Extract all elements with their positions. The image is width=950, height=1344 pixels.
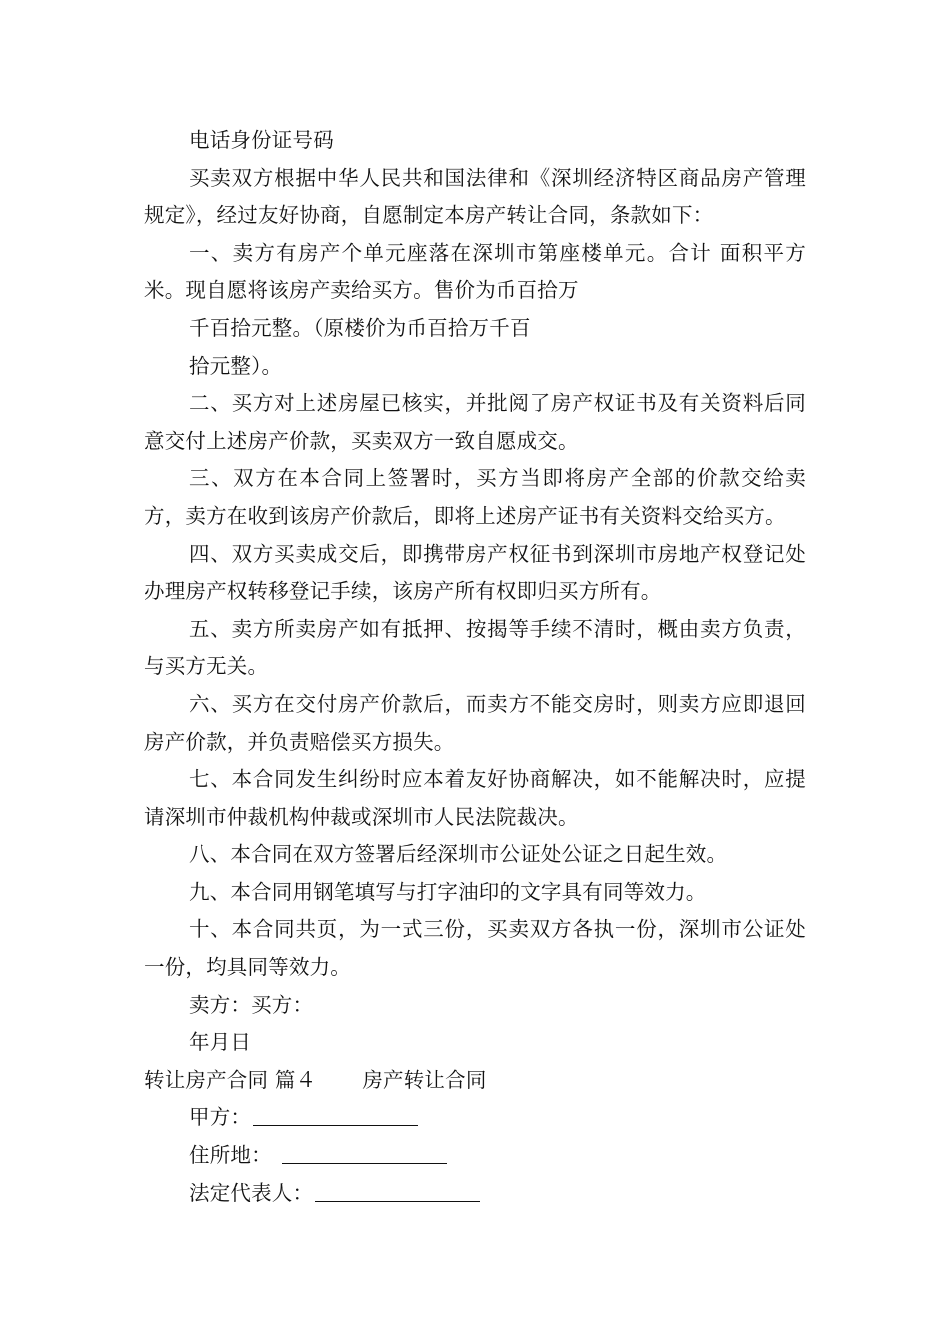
clause-1-paragraph: 一、卖方有房产个单元座落在深圳市第座楼单元。合计 面积平方米。现自愿将该房产卖给买方。售价为币百拾万	[144, 240, 806, 303]
rep-field	[144, 1175, 806, 1213]
clause-2-paragraph: 二、买方对上述房屋已核实，并批阅了房产权证书及有关资料后同意交付上述房产价款，买卖双方一致自愿成交。	[144, 391, 806, 453]
party-a-blank	[253, 1107, 418, 1126]
section-heading	[144, 1062, 806, 1100]
document-body	[144, 122, 806, 1212]
address-field	[144, 1137, 806, 1175]
clause-3-paragraph: 三、双方在本合同上签署时，买方当即将房产全部的价款交给卖方，卖方在收到该房产价款后，即将上述房产证书有关资料交给买方。	[144, 466, 806, 528]
address-blank	[282, 1145, 447, 1164]
rep-blank	[315, 1183, 480, 1202]
date-line: 年月日	[189, 1030, 252, 1055]
clause-1-end-line: 拾元整）。	[189, 353, 283, 378]
clause-4-paragraph: 四、双方买卖成交后，即携带房产权征书到深圳市房地产权登记处办理房产权转移登记手续，该房产所有权即归买方所有。	[144, 541, 806, 604]
phone-id-line: 电话身份证号码	[189, 128, 334, 152]
heading-left: 转让房产合同 篇４	[144, 1067, 317, 1092]
clause-8-paragraph: 八、本合同在双方签署后经深圳市公证处公证之日起生效。	[189, 842, 728, 867]
clause-10-paragraph: 十、本合同共页，为一式三份，买卖双方各执一份，深圳市公证处一份，均具同等效力。	[144, 917, 806, 980]
address-label: 住所地：	[189, 1143, 272, 1168]
signature-line: 卖方：买方：	[189, 992, 314, 1017]
intro-paragraph: 买卖双方根据中华人民共和国法律和《深圳经济特区商品房产管理规定》，经过友好协商，自愿制定本房产转让合同，条款如下：	[144, 165, 806, 228]
rep-label: 法定代表人：	[189, 1180, 314, 1205]
clause-1-price-line: 千百拾元整。（原楼价为币百拾万千百	[189, 315, 531, 340]
clause-9-paragraph: 九、本合同用钢笔填写与打字油印的文字具有同等效力。	[189, 879, 707, 904]
clause-6-paragraph: 六、买方在交付房产价款后，而卖方不能交房时，则卖方应即退回房产价款，并负责赔偿买方损失。	[144, 691, 806, 754]
clause-7-paragraph: 七、本合同发生纠纷时应本着友好协商解决，如不能解决时，应提请深圳市仲裁机构仲裁或深圳市人民法院裁决。	[144, 767, 806, 829]
clause-5-paragraph: 五、卖方所卖房产如有抵押、按揭等手续不清时，概由卖方负责，与买方无关。	[144, 616, 806, 679]
heading-right: 房产转让合同	[362, 1067, 487, 1092]
party-a-label: 甲方：	[189, 1105, 252, 1130]
party-a-field	[144, 1099, 806, 1137]
